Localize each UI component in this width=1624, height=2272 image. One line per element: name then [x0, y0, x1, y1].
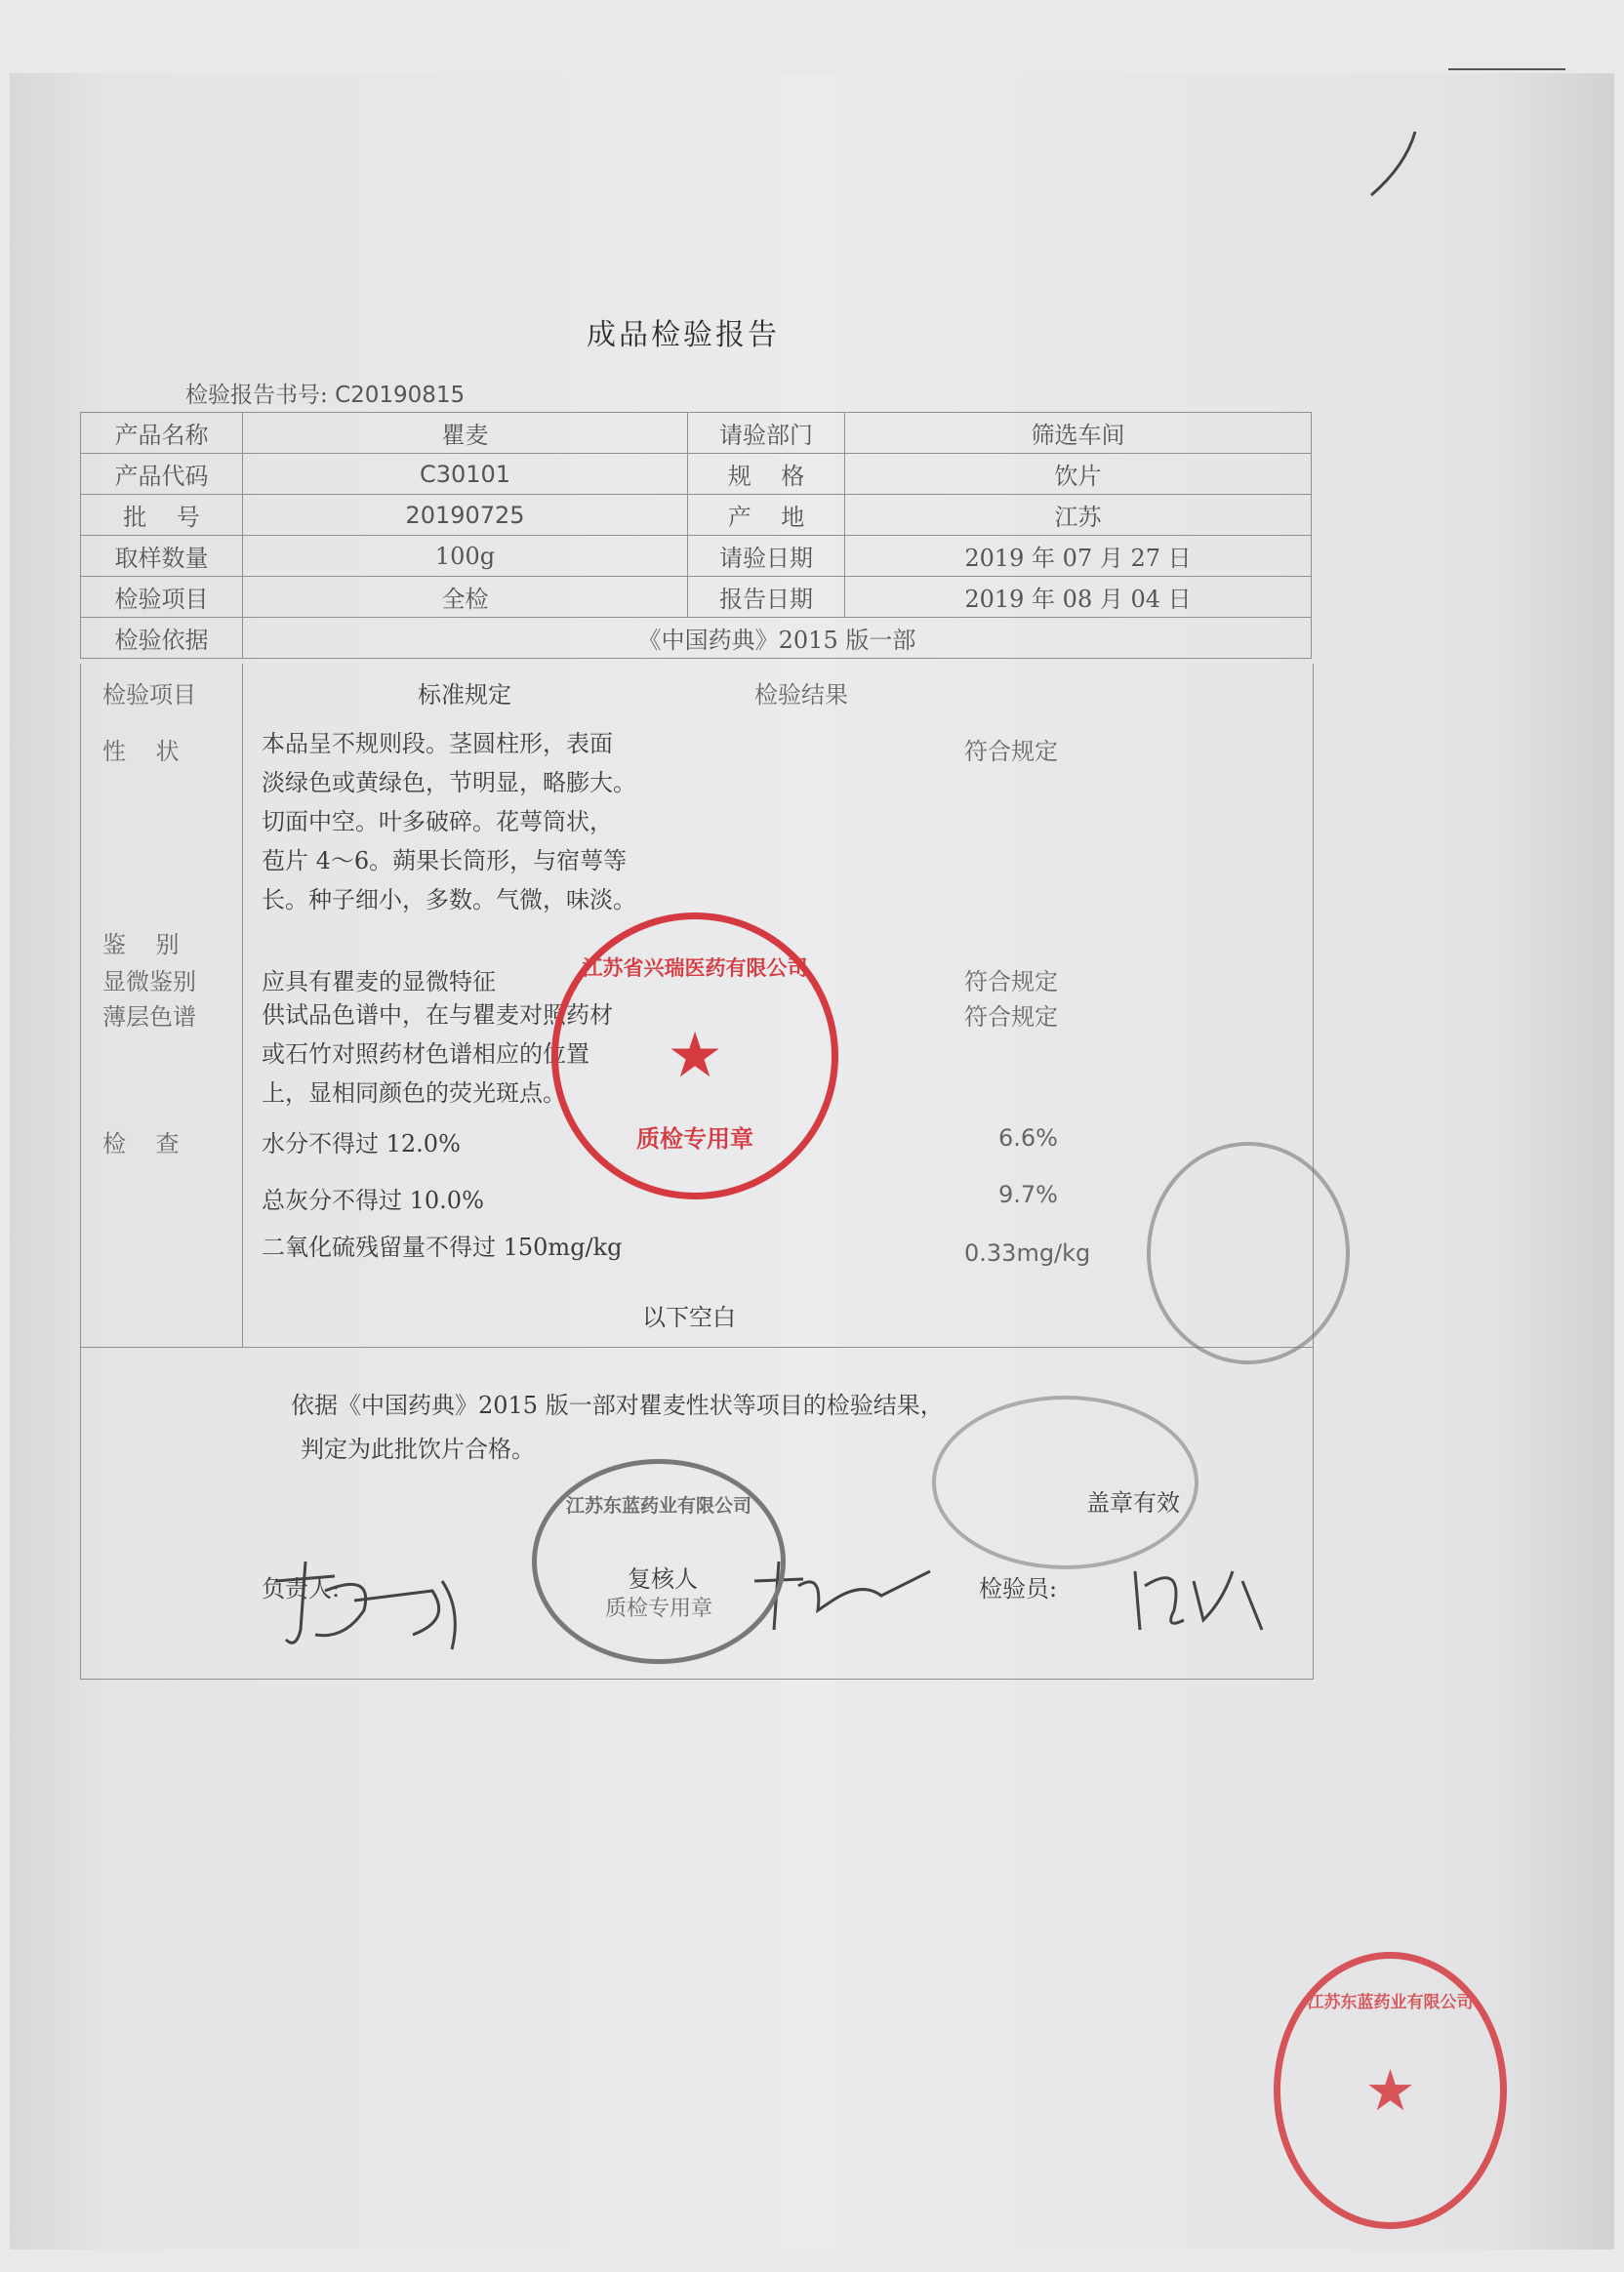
- req-date-value: 2019 年 07 月 27 日: [845, 536, 1312, 577]
- seal-top-text: 江苏省兴瑞医药有限公司: [582, 955, 808, 980]
- identify-label: 鉴 别: [102, 931, 180, 958]
- code-label: 产品代码: [81, 454, 243, 495]
- seal-top-text: 江苏东蓝药业有限公司: [565, 1495, 751, 1517]
- table-row: [81, 577, 1312, 618]
- check-item-result: 0.33mg/kg: [964, 1239, 1091, 1267]
- report-number: [185, 377, 465, 409]
- spec-value: 饮片: [845, 454, 1312, 495]
- report-number-label: 检验报告书号:: [185, 383, 328, 408]
- table-row: [81, 536, 1312, 577]
- star-icon: ★: [667, 1020, 723, 1092]
- info-table: [80, 412, 1312, 659]
- seal-bottom-text: 质检专用章: [636, 1124, 753, 1153]
- micro-result: 符合规定: [964, 968, 1058, 995]
- blank-note: 以下空白: [642, 1304, 736, 1331]
- star-icon: ★: [1364, 2057, 1416, 2124]
- product-name-value: 瞿麦: [243, 413, 688, 454]
- traits-line: 本品呈不规则段。茎圆柱形，表面: [262, 730, 613, 757]
- column-divider: [242, 664, 243, 1347]
- reviewer-label: 复核人: [628, 1565, 698, 1593]
- company-seal-red: [551, 913, 838, 1199]
- header-standard: 标准规定: [418, 681, 511, 709]
- page-title: 成品检验报告: [587, 318, 780, 352]
- responsible-label: 负责人:: [262, 1575, 341, 1603]
- rep-date-label: 报告日期: [688, 577, 845, 618]
- traits-text: [262, 724, 636, 919]
- inspector-signature: [1116, 1542, 1311, 1649]
- rep-date-value: 2019 年 08 月 04 日: [845, 577, 1312, 618]
- batch-value: 20190725: [243, 495, 688, 536]
- dept-value: 筛选车间: [845, 413, 1312, 454]
- batch-label: 批 号: [81, 495, 243, 536]
- corner-mark: [1448, 68, 1565, 70]
- divider: [81, 1347, 1313, 1348]
- header-result: 检验结果: [754, 681, 848, 709]
- product-name-label: 产品名称: [81, 413, 243, 454]
- corner-seal-red: [1274, 1952, 1507, 2229]
- table-row: [81, 454, 1312, 495]
- table-row: [81, 618, 1312, 659]
- traits-line: 长。种子细小，多数。气微，味淡。: [262, 886, 636, 913]
- report-number-value: C20190815: [335, 383, 466, 408]
- company-seal-grey: [532, 1459, 786, 1664]
- origin-value: 江苏: [845, 495, 1312, 536]
- check-label: 检 查: [102, 1130, 180, 1157]
- basis-value: 《中国药典》2015 版一部: [243, 618, 1312, 659]
- tlc-line: 供试品色谱中，在与瞿麦对照药材: [262, 1001, 613, 1029]
- code-value: C30101: [243, 454, 688, 495]
- item-label: 检验项目: [81, 577, 243, 618]
- conclusion-line: 依据《中国药典》2015 版一部对瞿麦性状等项目的检验结果，: [291, 1392, 944, 1419]
- tlc-line: 上，显相同颜色的荧光斑点。: [262, 1079, 566, 1107]
- table-row: [81, 413, 1312, 454]
- micro-label: 显微鉴别: [102, 968, 196, 995]
- tlc-label: 薄层色谱: [102, 1003, 196, 1031]
- check-item-result: 9.7%: [998, 1181, 1058, 1208]
- seal-valid-note: 盖章有效: [1086, 1489, 1180, 1517]
- dept-label: 请验部门: [688, 413, 845, 454]
- pen-slash-mark: [1366, 127, 1425, 205]
- grey-oval-seal: [932, 1396, 1198, 1569]
- req-date-label: 请验日期: [688, 536, 845, 577]
- seal-bottom-text: 质检专用章: [604, 1597, 712, 1621]
- qty-label: 取样数量: [81, 536, 243, 577]
- traits-line: 苞片 4～6。蒴果长筒形，与宿萼等: [262, 847, 628, 874]
- traits-line: 切面中空。叶多破碎。花萼筒状，: [262, 808, 613, 835]
- seal-top-text: 江苏东蓝药业有限公司: [1307, 1993, 1474, 2012]
- check-item-text: 总灰分不得过 10.0%: [262, 1187, 484, 1214]
- inspector-label: 检验员:: [979, 1575, 1058, 1603]
- header-item: 检验项目: [102, 681, 196, 709]
- tlc-line: 或石竹对照药材色谱相应的位置: [262, 1040, 589, 1068]
- check-item-text: 水分不得过 12.0%: [262, 1130, 461, 1157]
- basis-label: 检验依据: [81, 618, 243, 659]
- check-item-text: 二氧化硫残留量不得过 150mg/kg: [262, 1234, 623, 1261]
- grey-oval-seal: [1147, 1142, 1350, 1364]
- tlc-result: 符合规定: [964, 1003, 1058, 1031]
- table-row: [81, 495, 1312, 536]
- traits-line: 淡绿色或黄绿色，节明显，略膨大。: [262, 769, 636, 796]
- qty-value: 100g: [243, 536, 688, 577]
- origin-label: 产 地: [688, 495, 845, 536]
- conclusion-line: 判定为此批饮片合格。: [301, 1436, 535, 1463]
- item-value: 全检: [243, 577, 688, 618]
- traits-result: 符合规定: [964, 738, 1058, 765]
- traits-label: 性 状: [102, 738, 180, 765]
- micro-text: 应具有瞿麦的显微特征: [262, 968, 496, 995]
- spec-label: 规 格: [688, 454, 845, 495]
- check-item-result: 6.6%: [998, 1124, 1058, 1152]
